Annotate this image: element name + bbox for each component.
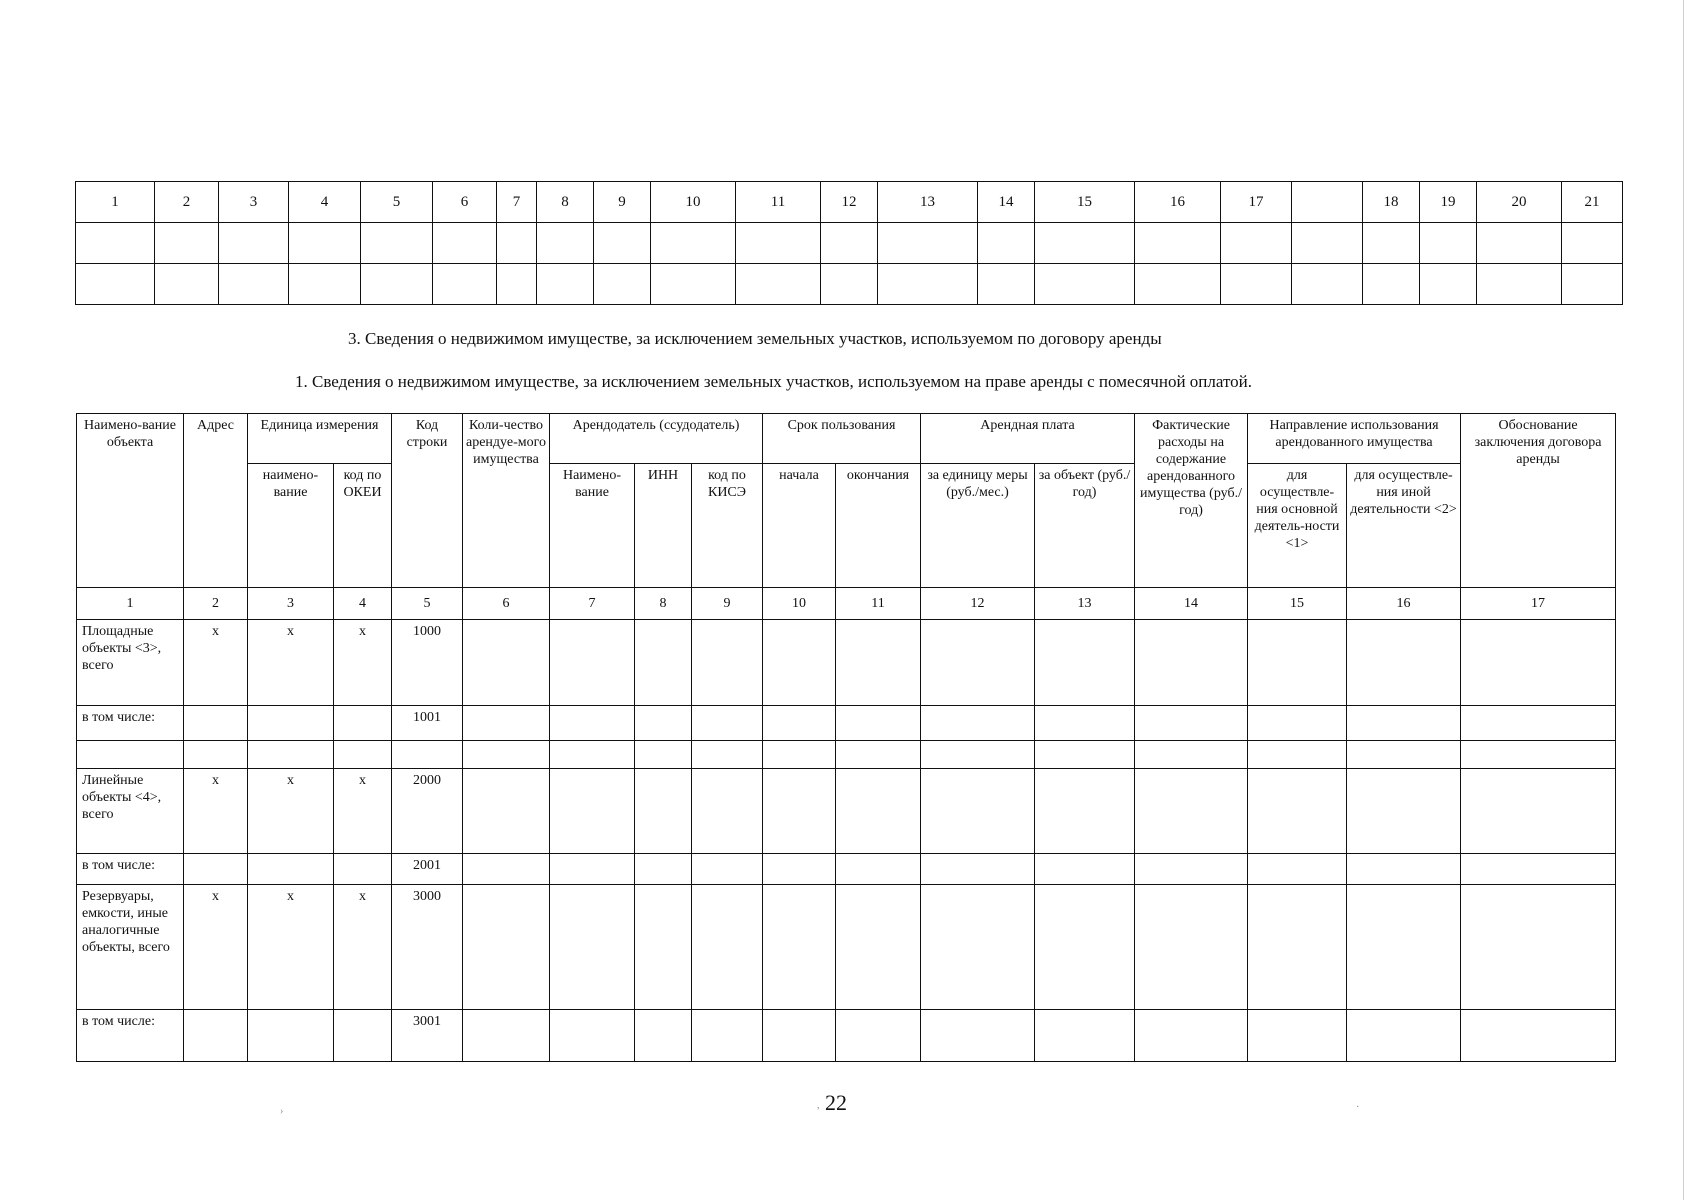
table-cell[interactable] [497,223,537,264]
table-cell[interactable] [651,264,736,305]
table-row [76,223,1623,264]
table-cell[interactable] [550,1010,635,1062]
column-number: 7 [550,588,635,620]
column-number: 13 [878,182,978,223]
table-cell[interactable] [463,706,550,741]
table-cell[interactable] [921,741,1035,769]
column-number: 4 [289,182,361,223]
table-cell[interactable] [635,706,692,741]
column-number: 17 [1461,588,1616,620]
table-cell[interactable] [361,264,433,305]
table-cell[interactable] [1347,620,1461,706]
header-object-name: Наимено-вание объекта [77,414,184,588]
table-cell[interactable] [1347,1010,1461,1062]
table-cell[interactable] [1035,1010,1135,1062]
header-lessor-kise: код по КИСЭ [692,464,763,588]
table-cell[interactable] [635,854,692,885]
table-cell[interactable] [635,741,692,769]
row-label: в том числе: [77,1010,184,1062]
table-cell[interactable] [692,620,763,706]
address-cell[interactable] [184,854,248,885]
unit-name-cell: x [248,885,334,1010]
table-cell[interactable] [921,620,1035,706]
table-cell[interactable] [1135,264,1221,305]
okei-cell: x [334,620,392,706]
column-number: 21 [1562,182,1623,223]
header-line-code: Код строки [392,414,463,588]
table-cell[interactable] [537,264,594,305]
table-cell[interactable] [1248,885,1347,1010]
table-cell[interactable] [878,264,978,305]
table-cell[interactable] [651,223,736,264]
subsection-heading: 1. Сведения о недвижимом имуществе, за исключением земельных участков, используемом на праве аренды с помесячной оплатой. [295,372,1253,391]
column-number: 12 [821,182,878,223]
table-cell[interactable] [763,741,836,769]
subheader-row [77,464,1616,588]
table-cell[interactable] [978,264,1035,305]
table-cell[interactable] [1292,223,1363,264]
column-number-row [77,588,1616,620]
column-number: 16 [1135,182,1221,223]
column-number: 20 [1477,182,1562,223]
table-cell[interactable] [692,706,763,741]
column-number: 14 [1135,588,1248,620]
unit-name-cell: x [248,769,334,854]
table-cell[interactable] [594,223,651,264]
unit-name-cell[interactable] [248,854,334,885]
column-number: 11 [736,182,821,223]
table-cell[interactable] [1347,769,1461,854]
unit-name-cell[interactable] [248,1010,334,1062]
table-cell[interactable] [155,264,219,305]
table-cell[interactable] [635,620,692,706]
table-cell[interactable] [463,854,550,885]
column-number: 7 [497,182,537,223]
column-number: 5 [392,588,463,620]
table-cell[interactable] [550,769,635,854]
table-cell[interactable] [433,223,497,264]
table-cell[interactable] [289,264,361,305]
table-cell[interactable] [836,620,921,706]
table-cell[interactable] [155,223,219,264]
table-cell[interactable] [1035,769,1135,854]
column-number: 4 [334,588,392,620]
column-number: 13 [1035,588,1135,620]
table-cell[interactable] [1461,854,1616,885]
table-cell[interactable] [1035,854,1135,885]
table-cell[interactable] [1562,223,1623,264]
line-code-cell: 2001 [392,854,463,885]
header-term-end: окончания [836,464,921,588]
table-cell[interactable] [463,885,550,1010]
table-cell[interactable] [1248,620,1347,706]
table-cell[interactable] [1461,741,1616,769]
table-cell[interactable] [878,223,978,264]
header-unit-name: наимено-вание [248,464,334,588]
column-number: 16 [1347,588,1461,620]
table-cell[interactable] [1135,769,1248,854]
unit-name-cell[interactable] [248,706,334,741]
table-cell[interactable] [1221,223,1292,264]
table-cell[interactable] [1347,741,1461,769]
table-cell[interactable] [692,885,763,1010]
table-cell[interactable] [1035,741,1135,769]
table-cell[interactable] [219,264,289,305]
row-label: Площадные объекты <3>, всего [77,620,184,706]
table-cell[interactable] [361,223,433,264]
column-number: 15 [1248,588,1347,620]
table-row [77,769,1616,854]
table-cell[interactable] [692,1010,763,1062]
table-cell[interactable] [1135,854,1248,885]
table-cell[interactable] [836,769,921,854]
column-number: 3 [248,588,334,620]
column-number: 8 [635,588,692,620]
table-cell[interactable] [463,1010,550,1062]
table-cell[interactable] [763,854,836,885]
table-cell[interactable] [821,264,878,305]
column-number [1292,182,1363,223]
table-cell[interactable] [1292,264,1363,305]
table-cell[interactable] [1347,854,1461,885]
table-cell[interactable] [921,885,1035,1010]
table-cell[interactable] [289,223,361,264]
header-row [77,414,1616,464]
table-cell[interactable] [635,769,692,854]
table-cell[interactable] [219,223,289,264]
column-number: 12 [921,588,1035,620]
section-heading: 3. Сведения о недвижимом имуществе, за исключением земельных участков, используемом по договору аренды [348,329,1162,348]
table-cell[interactable] [463,620,550,706]
table-cell[interactable] [550,741,635,769]
table-cell[interactable] [1135,620,1248,706]
table-cell[interactable] [550,854,635,885]
table-cell[interactable] [550,885,635,1010]
table-cell[interactable] [1562,264,1623,305]
table-row [77,885,1616,1010]
table-cell[interactable] [736,264,821,305]
okei-cell[interactable] [334,1010,392,1062]
table-cell[interactable] [433,264,497,305]
column-number-row [76,182,1623,223]
table-cell[interactable] [1477,223,1562,264]
table-row [77,741,1616,769]
line-code-cell: 2000 [392,769,463,854]
header-lessor: Арендодатель (ссудодатель) [550,414,763,464]
table-cell[interactable] [692,854,763,885]
table-cell[interactable] [550,706,635,741]
column-number: 5 [361,182,433,223]
table-cell[interactable] [736,223,821,264]
row-label: в том числе: [77,854,184,885]
column-number: 19 [1420,182,1477,223]
table-cell[interactable] [1363,223,1420,264]
unit-name-cell[interactable] [248,741,334,769]
table-cell[interactable] [550,620,635,706]
table-cell[interactable] [763,620,836,706]
table-cell[interactable] [836,885,921,1010]
table-row [77,620,1616,706]
table-cell[interactable] [1135,885,1248,1010]
table-cell[interactable] [763,885,836,1010]
table-cell[interactable] [594,264,651,305]
header-address: Адрес [184,414,248,588]
table-cell[interactable] [537,223,594,264]
column-number: 14 [978,182,1035,223]
table-row [77,854,1616,885]
table-cell[interactable] [1135,223,1221,264]
column-number: 15 [1035,182,1135,223]
column-number: 2 [184,588,248,620]
table-cell[interactable] [921,1010,1035,1062]
table-cell[interactable] [1135,1010,1248,1062]
table-cell[interactable] [1248,741,1347,769]
address-cell[interactable] [184,706,248,741]
table-cell[interactable] [1035,706,1135,741]
table-cell[interactable] [692,769,763,854]
header-rent: Арендная плата [921,414,1135,464]
table-cell[interactable] [497,264,537,305]
line-code-cell: 3000 [392,885,463,1010]
header-unit: Единица измерения [248,414,392,464]
okei-cell[interactable] [334,741,392,769]
table-cell[interactable] [463,741,550,769]
table-cell[interactable] [1461,706,1616,741]
scan-speck: , [817,1100,820,1111]
table-cell[interactable] [1461,1010,1616,1062]
table-cell[interactable] [1347,706,1461,741]
table-cell[interactable] [1420,264,1477,305]
header-justification: Обоснование заключения договора аренды [1461,414,1616,588]
table-cell[interactable] [692,741,763,769]
header-usage-main: для осуществле-ния основной деятель-ности <1> [1248,464,1347,588]
header-quantity: Коли-чество арендуе-мого имущества [463,414,550,588]
table-cell[interactable] [1347,885,1461,1010]
unit-name-cell: x [248,620,334,706]
header-term-start: начала [763,464,836,588]
row-label[interactable] [77,741,184,769]
column-number: 9 [594,182,651,223]
table-cell[interactable] [763,769,836,854]
table-cell[interactable] [978,223,1035,264]
column-number: 6 [433,182,497,223]
table-cell[interactable] [836,854,921,885]
header-usage-other: для осуществле-ния иной деятельности <2> [1347,464,1461,588]
column-number: 11 [836,588,921,620]
header-actual-costs: Фактические расходы на содержание арендованного имущества (руб./год) [1135,414,1248,588]
row-label: в том числе: [77,706,184,741]
line-code-cell[interactable] [392,741,463,769]
scan-speck: › [280,1106,284,1117]
row-label: Резервуары, емкости, иные аналогичные объекты, всего [77,885,184,1010]
column-number: 9 [692,588,763,620]
column-number: 3 [219,182,289,223]
table-cell[interactable] [1135,741,1248,769]
table-cell[interactable] [1248,769,1347,854]
scan-speck: · [1356,1102,1360,1113]
table-cell[interactable] [921,706,1035,741]
column-number: 17 [1221,182,1292,223]
table-cell[interactable] [1420,223,1477,264]
header-term: Срок пользования [763,414,921,464]
table-cell[interactable] [635,1010,692,1062]
column-number: 8 [537,182,594,223]
table-cell[interactable] [836,706,921,741]
table-cell[interactable] [921,769,1035,854]
line-code-cell: 3001 [392,1010,463,1062]
lease-property-table [76,413,1616,1062]
table-cell[interactable] [1248,1010,1347,1062]
address-cell: x [184,620,248,706]
table-cell[interactable] [821,223,878,264]
table-cell[interactable] [1035,620,1135,706]
row-label: Линейные объекты <4>, всего [77,769,184,854]
table-cell[interactable] [1035,264,1135,305]
table-cell[interactable] [1248,706,1347,741]
header-unit-okei: код по ОКЕИ [334,464,392,588]
column-number: 2 [155,182,219,223]
table-cell[interactable] [1248,854,1347,885]
table-cell[interactable] [836,741,921,769]
table-cell[interactable] [635,885,692,1010]
column-number: 18 [1363,182,1420,223]
table-cell[interactable] [763,706,836,741]
continued-table [75,181,1623,305]
table-cell[interactable] [1477,264,1562,305]
table-cell[interactable] [1363,264,1420,305]
table-cell[interactable] [1135,706,1248,741]
okei-cell[interactable] [334,854,392,885]
address-cell: x [184,885,248,1010]
table-cell[interactable] [76,264,155,305]
table-cell[interactable] [1035,885,1135,1010]
column-number: 1 [77,588,184,620]
page-edge [1683,0,1684,1200]
table-cell[interactable] [1461,885,1616,1010]
address-cell[interactable] [184,1010,248,1062]
address-cell[interactable] [184,741,248,769]
table-cell[interactable] [1461,620,1616,706]
table-cell[interactable] [1221,264,1292,305]
column-number: 10 [763,588,836,620]
address-cell: x [184,769,248,854]
table-cell[interactable] [1461,769,1616,854]
header-usage: Направление использования арендованного имущества [1248,414,1461,464]
line-code-cell: 1001 [392,706,463,741]
column-number: 10 [651,182,736,223]
okei-cell[interactable] [334,706,392,741]
page-number: 22 [825,1090,847,1115]
table-cell[interactable] [76,223,155,264]
header-lessor-name: Наимено-вание [550,464,635,588]
line-code-cell: 1000 [392,620,463,706]
okei-cell: x [334,885,392,1010]
table-row [76,264,1623,305]
table-cell[interactable] [921,854,1035,885]
column-number: 1 [76,182,155,223]
okei-cell: x [334,769,392,854]
table-row [77,706,1616,741]
table-cell[interactable] [463,769,550,854]
column-number: 6 [463,588,550,620]
header-lessor-inn: ИНН [635,464,692,588]
header-rent-unit: за единицу меры (руб./мес.) [921,464,1035,588]
header-rent-object: за объект (руб./год) [1035,464,1135,588]
table-cell[interactable] [1035,223,1135,264]
table-row [77,1010,1616,1062]
table-cell[interactable] [763,1010,836,1062]
table-cell[interactable] [836,1010,921,1062]
